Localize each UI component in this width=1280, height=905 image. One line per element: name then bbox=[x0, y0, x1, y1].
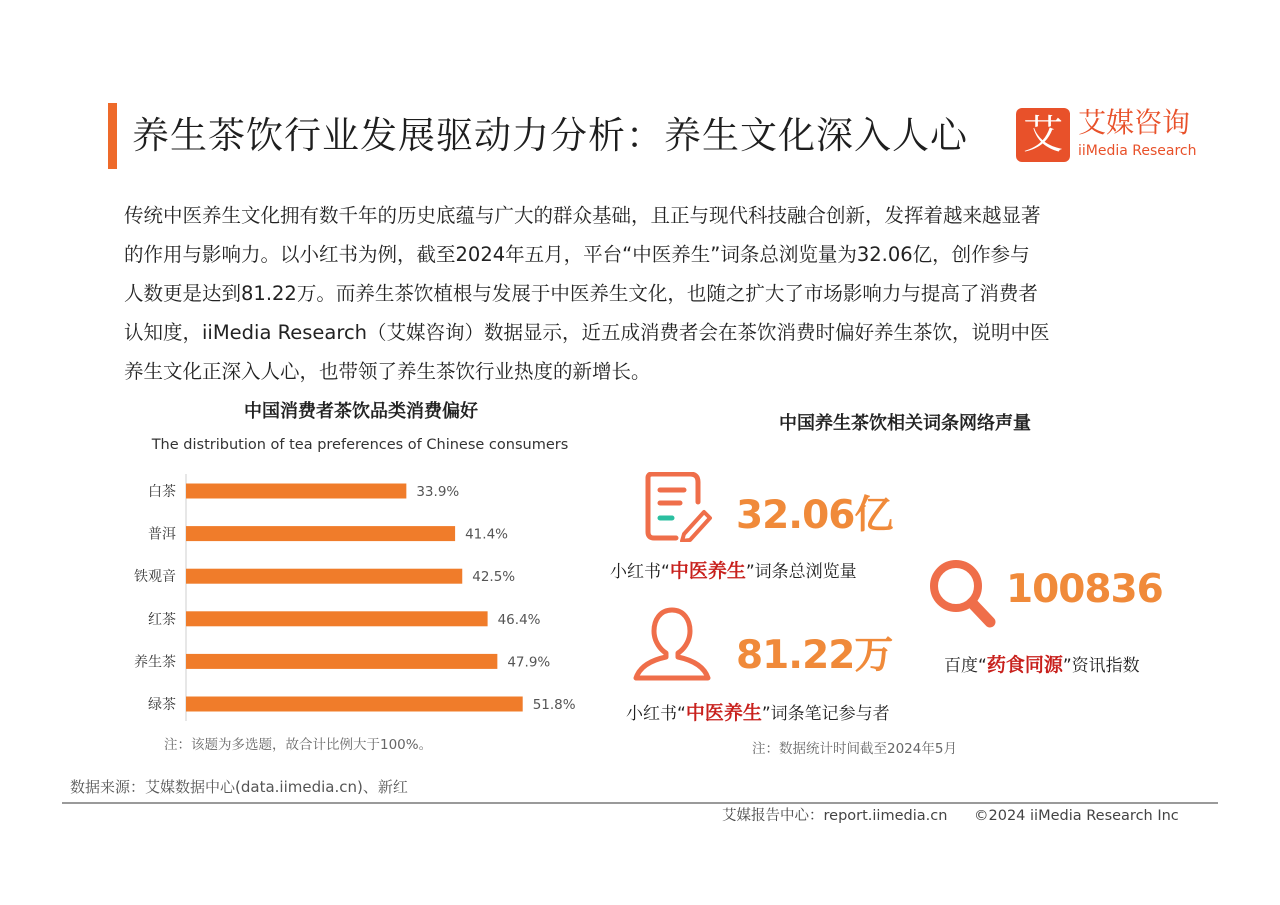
category-label: 铁观音 bbox=[134, 569, 176, 586]
intro-line: 养生文化正深入人心，也带领了养生茶饮行业热度的新增长。 bbox=[124, 360, 651, 383]
category-label: 白茶 bbox=[148, 484, 176, 500]
value-label: 46.4% bbox=[497, 611, 541, 628]
category-label: 红茶 bbox=[148, 611, 176, 628]
stat-label-highlight: 中医养生 bbox=[669, 560, 746, 582]
logo-en-text: iiMedia Research bbox=[1078, 143, 1197, 159]
stats-note: 注：数据统计时间截至2024年5月 bbox=[752, 741, 957, 757]
stat-label-post: ”词条总浏览量 bbox=[745, 562, 857, 582]
title-accent-bar bbox=[108, 103, 117, 169]
value-label: 47.9% bbox=[507, 654, 551, 671]
bar bbox=[186, 611, 488, 626]
data-source: 数据来源：艾媒数据中心(data.iimedia.cn)、新红 bbox=[70, 778, 408, 796]
intro-line: 认知度，iiMedia Research（艾媒咨询）数据显示，近五成消费者会在茶饮消费时偏好养生茶饮，说明中医 bbox=[124, 321, 1050, 344]
stat-label bbox=[944, 652, 1140, 679]
intro-line: 传统中医养生文化拥有数千年的历史底蕴与广大的群众基础，且正与现代科技融合创新，发挥着越来越显著 bbox=[124, 204, 1041, 227]
footer-report-center: 艾媒报告中心：report.iimedia.cn bbox=[722, 808, 948, 824]
bar-chart bbox=[0, 470, 640, 730]
value-label: 33.9% bbox=[416, 484, 460, 500]
search-icon bbox=[926, 556, 998, 630]
chart-note: 注：该题为多选题，故合计比例大于100%。 bbox=[164, 737, 433, 753]
stat-label-pre: 小红书“ bbox=[610, 562, 670, 582]
value-label: 41.4% bbox=[465, 526, 508, 543]
person-icon bbox=[630, 604, 714, 682]
category-label: 普洱 bbox=[148, 526, 176, 543]
bar bbox=[186, 569, 462, 584]
intro-paragraph bbox=[124, 196, 1164, 391]
stat-label bbox=[626, 700, 890, 727]
footer bbox=[722, 805, 1201, 827]
intro-line: 人数更是达到81.22万。而养生茶饮植根与发展于中医养生文化，也随之扩大了市场影响力与提高了消费者 bbox=[124, 282, 1038, 305]
bar bbox=[186, 484, 406, 499]
document-edit-icon bbox=[640, 472, 714, 542]
page-title: 养生茶饮行业发展驱动力分析：养生文化深入人心 bbox=[132, 114, 968, 157]
stat-label-post: ”资讯指数 bbox=[1062, 656, 1140, 676]
bar bbox=[186, 526, 455, 541]
footer-divider bbox=[62, 802, 1218, 804]
stats-title: 中国养生茶饮相关词条网络声量 bbox=[779, 413, 1031, 434]
value-label: 42.5% bbox=[472, 569, 516, 586]
stat-value: 32.06亿 bbox=[736, 493, 893, 538]
bar bbox=[186, 654, 497, 669]
chart-title: 中国消费者茶饮品类消费偏好 bbox=[244, 401, 478, 422]
logo-mark: 艾 bbox=[1016, 108, 1070, 162]
bar bbox=[186, 697, 523, 712]
intro-line: 的作用与影响力。以小红书为例，截至2024年五月，平台“中医养生”词条总浏览量为32.06亿，创作参与 bbox=[124, 243, 1030, 266]
brand-logo bbox=[1016, 106, 1216, 166]
stat-label-highlight: 中医养生 bbox=[685, 702, 762, 724]
stat-label-highlight: 药食同源 bbox=[986, 654, 1063, 676]
stat-label-pre: 百度“ bbox=[944, 656, 987, 676]
category-label: 绿茶 bbox=[148, 697, 176, 713]
chart-subtitle: The distribution of tea preferences of Chinese consumers bbox=[151, 437, 569, 453]
stat-label bbox=[610, 558, 857, 585]
stat-label-post: ”词条笔记参与者 bbox=[761, 704, 890, 724]
logo-cn-text: 艾媒咨询 bbox=[1078, 106, 1191, 139]
stat-label-pre: 小红书“ bbox=[626, 704, 686, 724]
value-label: 51.8% bbox=[532, 697, 576, 713]
stat-value: 100836 bbox=[1006, 567, 1163, 612]
stat-value: 81.22万 bbox=[736, 633, 893, 678]
category-label: 养生茶 bbox=[134, 654, 176, 671]
footer-copyright: ©2024 iiMedia Research Inc bbox=[974, 808, 1179, 824]
